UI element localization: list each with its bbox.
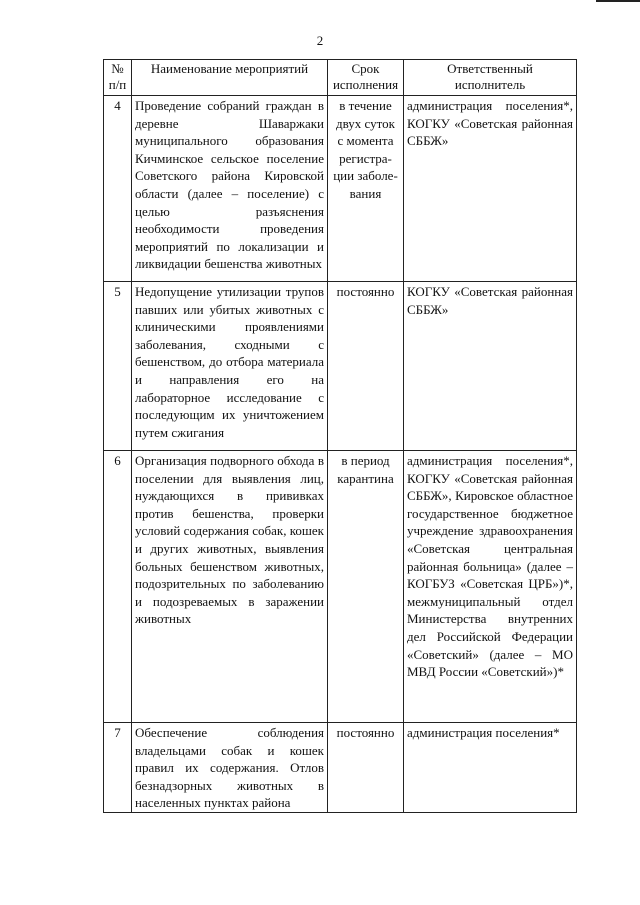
term: постоянно (328, 282, 404, 451)
row-number: 7 (104, 723, 132, 813)
measure-name: Обеспечение соблюдения владельцами собак и кошек правил их содержания. Отлов безнадзорных животных в населенных пунктах района (132, 723, 328, 813)
responsible: администрация поселения*, КОГКУ «Советская районная СББЖ», Кировское областное государственное бюджетное учреждение здравоохранения «Советская центральная районная больница» (далее – КОГБУЗ «Советская ЦРБ»)*, межмуниципальный отдел Министерства внутренних дел Российской Федерации «Советский» (далее – МО МВД России «Советский»)* (404, 451, 577, 723)
table-header-row (104, 60, 577, 96)
header-term: Срок исполнения (328, 60, 404, 96)
responsible: администрация поселения* (404, 723, 577, 813)
measures-table (103, 59, 577, 813)
row-number: 5 (104, 282, 132, 451)
header-measure-name: Наименование мероприятий (132, 60, 328, 96)
measure-name: Недопущение утилизации трупов павших или убитых животных с клиническими проявлениями заболевания, сходными с бешенством, до отбора материала и направления его на лабораторное исследование с последующим их уничтожением путем сжигания (132, 282, 328, 451)
term: постоянно (328, 723, 404, 813)
row-number: 4 (104, 96, 132, 282)
page-number: 2 (316, 33, 324, 48)
table-row (104, 96, 577, 282)
header-number: № п/п (104, 60, 132, 96)
header-responsible: Ответственный исполнитель (404, 60, 577, 96)
term: в период карантина (328, 451, 404, 723)
responsible: администрация поселения*, КОГКУ «Советская районная СББЖ» (404, 96, 577, 282)
responsible: КОГКУ «Советская районная СББЖ» (404, 282, 577, 451)
measure-name: Организация подворного обхода в поселении для выявления лиц, нуждающихся в прививках против бешенства, проверки условий содержания собак, кошек и других животных, выявления больных бешенством животных, подозрительных по заболеванию и подозреваемых в заражении животных (132, 451, 328, 723)
top-edge-line (596, 0, 640, 2)
measure-name: Проведение собраний граждан в деревне Шаваржаки муниципального образования Кичминское сельское поселение Советского района Кировской области (далее – поселение) с целью разъяснения необходимости проведения мероприятий по локализации и ликвидации бешенства животных (132, 96, 328, 282)
table-row (104, 282, 577, 451)
term: в течение двух суток с момента регистра- ции заболе- вания (328, 96, 404, 282)
table-row (104, 723, 577, 813)
table-row (104, 451, 577, 723)
row-number: 6 (104, 451, 132, 723)
